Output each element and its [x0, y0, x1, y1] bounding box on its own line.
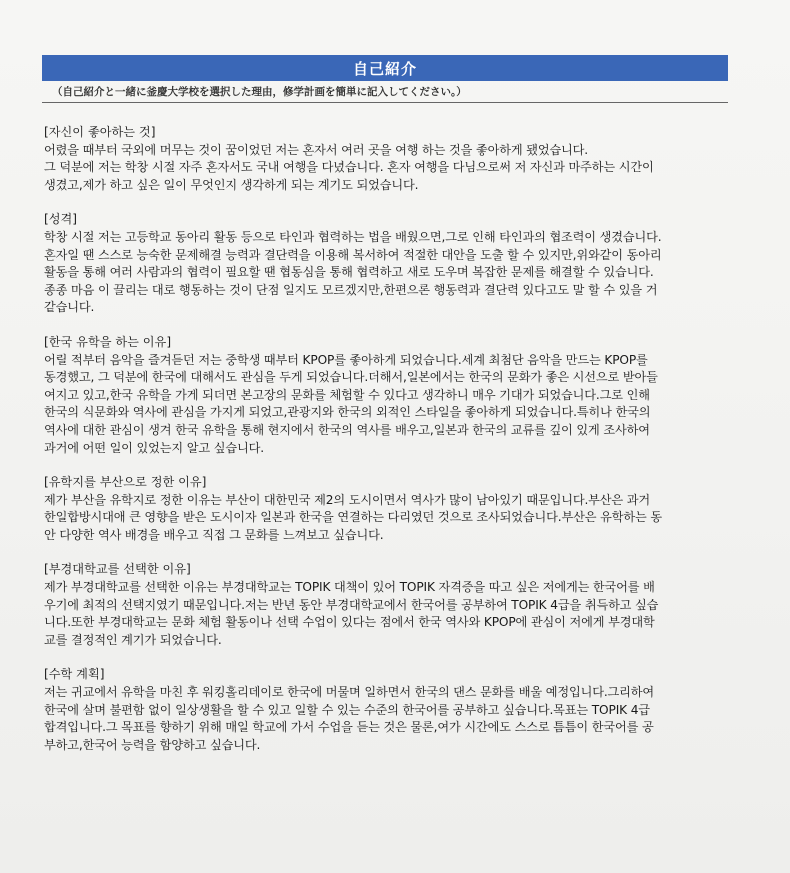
- section-personality: [44, 211, 734, 317]
- section-heading: [성격]: [44, 212, 78, 227]
- text-line: 종종 마음 이 끌리는 대로 행동하는 것이 단점 일지도 모르겠지만,한편으론 행동력과 결단력 있다고도 말 할 수 있을 거: [44, 282, 658, 297]
- text-line: 저는 귀교에서 유학을 마친 후 워킹홀리데이로 한국에 머물며 일하면서 한국의 댄스 문화를 배울 예정입니다.그리하여: [44, 685, 655, 700]
- section-heading: [한국 유학을 하는 이유]: [44, 334, 172, 349]
- section-heading: [유학지를 부산으로 정한 이유]: [44, 475, 207, 490]
- text-line: 제가 부산을 유학지로 정한 이유는 부산이 대한민국 제2의 도시이면서 역사가 많이 남아있기 때문입니다.부산은 과거: [44, 492, 651, 507]
- text-line: 한일합방시대애 큰 영향을 받은 도시이자 일본과 한국을 연결하는 다리였던 것으로 조사되었습니다.부산은 유학하는 동: [44, 510, 662, 525]
- section-busan: [44, 474, 734, 544]
- text-line: 한국에 살며 불편함 없이 일상생활을 할 수 있고 일할 수 있는 수준의 한국어를 공부하고 싶습니다.목표는 TOPIK 4급: [44, 702, 650, 717]
- text-line: 합격입니다.그 목표를 향하기 위해 매일 학교에 가서 수업을 듣는 것은 물론,여가 시간에도 스스로 틈틈이 한국어를 공: [44, 720, 654, 735]
- header-divider: [42, 102, 728, 103]
- text-line: 역사에 대한 관심이 생겨 한국 유학을 통해 현지에서 한국의 역사를 배우고,일본과 한국의 교류를 깊이 있게 조사하여: [44, 422, 650, 437]
- page-title: 自己紹介: [352, 59, 417, 78]
- text-line: 니다.또한 부경대학교는 문화 체험 활동이나 선택 수업이 있다는 점에서 한국 역사와 KPOP에 관심이 저에게 부경대학: [44, 615, 655, 630]
- text-line: 생겼고,제가 하고 싶은 일이 무엇인지 생각하게 되는 계기도 되었습니다.: [44, 177, 419, 192]
- text-line: 동경했고, 그 덕분에 한국에 대해서도 관심을 두게 되었습니다.더해서,일본에서는 한국의 문화가 좋은 시선으로 받아들: [44, 370, 658, 385]
- text-line: 같습니다.: [44, 300, 95, 315]
- text-line: 어릴 적부터 음악을 즐겨듣던 저는 중학생 때부터 KPOP를 좋아하게 되었습니다.세계 최첨단 음악을 만드는 KPOP를: [44, 352, 648, 367]
- text-line: 활동을 통해 여러 사람과의 협력이 필요할 땐 협동심을 통해 협력하고 새로 도우며 복잡한 문제를 해결할 수 있습니다.: [44, 265, 654, 280]
- text-line: 학창 시절 저는 고등학교 동아리 활동 등으로 타인과 협력하는 법을 배웠으면,그로 인해 타인과의 협조력이 생겼습니다.: [44, 229, 662, 244]
- section-pknu: [44, 561, 734, 649]
- text-line: 교를 결정적인 계기가 되었습니다.: [44, 632, 222, 647]
- section-heading: [자신이 좋아하는 것]: [44, 125, 156, 139]
- section-likes: [44, 124, 734, 194]
- text-line: 혼자일 땐 스스로 능숙한 문제해결 능력과 결단력을 이용해 복서하여 적절한 대안을 도출 할 수 있지만,위와같이 동아리: [44, 247, 662, 262]
- section-study-plan: [44, 666, 734, 754]
- text-line: 우기에 최적의 선택지였기 때문입니다.저는 반년 동안 부경대학교에서 한국어를 공부하여 TOPIK 4급을 취득하고 싶습: [44, 597, 659, 612]
- text-line: 어렸을 때부터 국외에 머무는 것이 꿈이었던 저는 혼자서 여러 곳을 여행 하는 것을 좋아하게 됐었습니다.: [44, 142, 589, 157]
- text-line: 제가 부경대학교를 선택한 이유는 부경대학교는 TOPIK 대책이 있어 TOPIK 자격증을 따고 싶은 저에게는 한국어를 배: [44, 580, 655, 595]
- section-heading: [수학 계획]: [44, 667, 105, 682]
- instructions-subtitle: （自己紹介と一緒に釜慶大学校を選択した理由，修学計画を簡単に記入してください。）: [52, 86, 467, 98]
- text-line: 안 다양한 역사 배경을 배우고 직접 그 문화를 느껴보고 싶습니다.: [44, 527, 384, 542]
- text-line: 여지고 있고,한국 유학을 가게 되더면 본고장의 문화를 체험할 수 있다고 생각하니 매우 기대가 되었습니다.그로 인해: [44, 387, 650, 402]
- section-study-in-korea: [44, 334, 734, 457]
- essay-body: [44, 124, 734, 771]
- text-line: 부하고,한국어 능력을 함양하고 싶습니다.: [44, 737, 261, 752]
- text-line: 과거에 어떤 일이 있었는지 알고 싶습니다.: [44, 440, 264, 455]
- title-banner: [42, 55, 728, 81]
- text-line: 그 덕분에 저는 학창 시절 자주 혼자서도 국내 여행을 다녔습니다. 혼자 여행을 다님으로써 저 자신과 마주하는 시간이: [44, 160, 654, 175]
- text-line: 한국의 식문화와 역사에 관심을 가지게 되었고,관광지와 한국의 외적인 스타일을 좋아하게 되었습니다.특히나 한국의: [44, 405, 651, 420]
- section-heading: [부경대학교를 선택한 이유]: [44, 562, 191, 577]
